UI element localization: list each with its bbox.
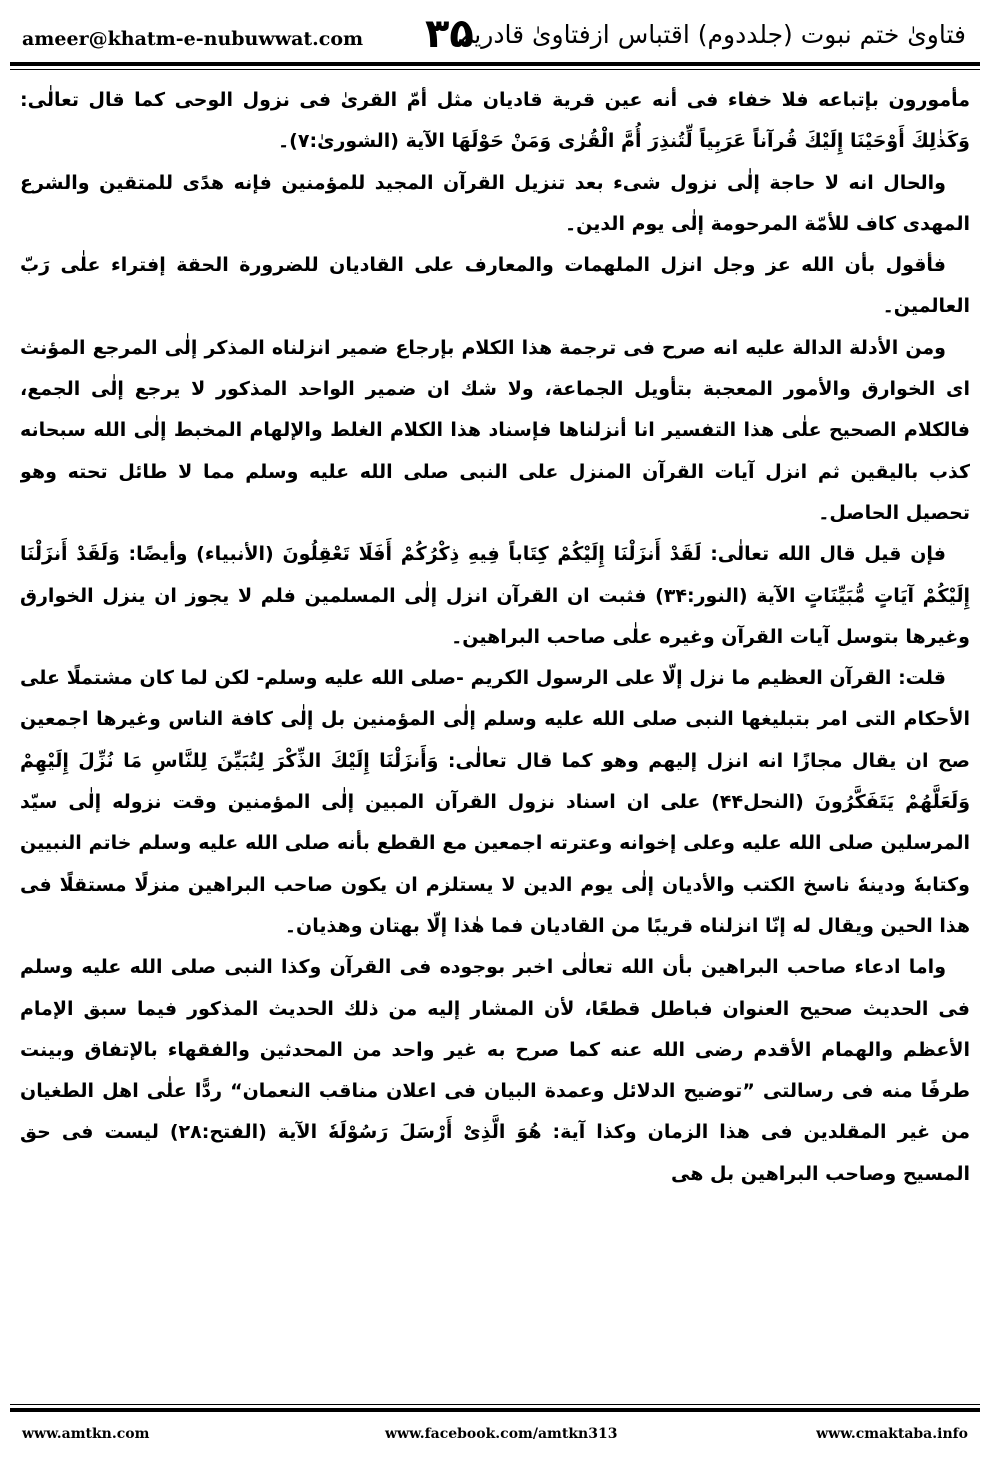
paragraph: واما ادعاء صاحب البراهين بأن الله تعالٰی اخبر بوجوده فی القرآن وكذا النبی صلى الله عليه وسلم فی الحديث صحيح العنوان فباطل قطعًا، لأن المشار إليه من ذلك الحديث المذكور فيما سبق الإمام الأعظم والهمام الأقدم رضی الله عنه كما صرح به غير واحد من المحدثين والفقهاء بالإتفاق وبينت طرفًا منه فی رسالتی ”توضيح الدلائل وعمدة البيان فی اعلان مناقب النعمان“ ردًّا علٰی اهل الطغيان من غير المقلدين فی هذا الزمان وكذا آية: هُوَ الَّذِیْ أَرْسَلَ رَسُوْلَهٗ الآية (الفتح:۲۸) ليست فی حق المسيح وصاحب البراهين بل هی xyxy=(20,956,970,1185)
paragraph: والحال انه لا حاجة إلٰى نزول شیء بعد تنزيل القرآن المجيد للمؤمنين فإنه هدًى للمتقين والشرع المهدی كاف للأمّة المرحومة إلٰى يوم الدين۔ xyxy=(20,171,970,235)
header-email: ameer@khatm-e-nubuwwat.com xyxy=(22,28,364,50)
header-rule-thick xyxy=(10,62,980,66)
footer-rule-thick xyxy=(10,1408,980,1412)
page-header xyxy=(0,0,990,60)
footer-link-facebook[interactable]: www.facebook.com/amtkn313 xyxy=(385,1426,618,1442)
footer-link-cmaktaba[interactable]: www.cmaktaba.info xyxy=(816,1426,968,1442)
footer-link-amtkn[interactable]: www.amtkn.com xyxy=(22,1426,150,1442)
footer-rule-thin xyxy=(10,1404,980,1405)
book-title: فتاویٰ ختم نبوت (جلددوم) اقتباس ازفتاویٰ قادریہ xyxy=(459,20,966,49)
paragraph: فأقول بأن الله عز وجل انزل الملهمات والمعارف على القاديان للضرورة الحقة إفتراء علٰی رَبّ العالمين۔ xyxy=(20,254,970,318)
page-number: ۳۵ xyxy=(425,11,474,57)
header-rule-thin xyxy=(10,69,980,70)
page-body xyxy=(20,80,970,1390)
paragraph: فإن قيل قال الله تعالٰی: لَقَدْ أَنزَلْنَا إِلَيْكُمْ كِتَاباً فِيهِ ذِكْرُكُمْ أَفَلَا تَعْقِلُونَ (الأنبياء) وأيضًا: وَلَقَدْ أَنزَلْنَا إِلَيْكُمْ آيَاتٍ مُّبَيِّنَاتٍ الآية (النور:۳۴) فثبت ان القرآن انزل إلٰى المسلمين فلم لا يجوز ان ينزل الخوارق وغيرها بتوسل آيات القرآن وغيره علٰی صاحب البراهين۔ xyxy=(20,543,970,648)
page-footer xyxy=(0,1420,990,1450)
paragraph: قلت: القرآن العظيم ما نزل إلّا على الرسول الكريم -صلى الله عليه وسلم- لكن لما كان مشتملًا على الأحكام التی امر بتبليغها النبی صلى الله عليه وسلم إلٰى المؤمنين بل إلٰى كافة الناس وغيرها اجمعين صح ان يقال مجازًا انه انزل إليهم وهو كما قال تعالٰی: وَأَنزَلْنَا إِلَيْكَ الذِّكْرَ لِتُبَيِّنَ لِلنَّاسِ مَا نُزِّلَ إِلَيْهِمْ وَلَعَلَّهُمْ يَتَفَكَّرُونَ (النحل۴۴) على ان اسناد نزول القرآن المبين إلٰى المؤمنين وقت نزوله إلٰى سيّد المرسلين صلى الله عليه وعلى إخوانه وعترته اجمعين مع القطع بأنه صلى الله عليه وسلم خاتم النبيين وكتابهٗ ودينهٗ ناسخ الكتب والأديان إلٰی يوم الدين لا يستلزم ان يكون صاحب البراهين منزلًا مستقلًا فی هذا الحين ويقال له إنّا انزلناه قريبًا من القاديان فما هٰذا إلّا بهتان وهذيان۔ xyxy=(20,667,970,937)
paragraph: ومن الأدلة الدالة عليه انه صرح فی ترجمة هذا الكلام بإرجاع ضمير انزلناه المذكر إلٰى المرجع المؤنث ای الخوارق والأمور المعجبة بتأويل الجماعة، ولا شك ان ضمير الواحد المذكور لا يرجع إلٰى الجمع، فالكلام الصحيح علٰی هذا التفسير انا أنزلناها فإسناد هذا الكلام الغلط والإلهام المخبط إلٰى الله سبحانه كذب باليقين ثم انزل آيات القرآن المنزل على النبی صلی الله عليه وسلم مما لا طائل تحته وهو تحصيل الحاصل۔ xyxy=(20,336,970,524)
paragraph: مأمورون بإتباعه فلا خفاء فی أنه عين قرية قاديان مثل أمّ القرىٰ فی نزول الوحی كما قال تعالٰی: وَكَذٰلِكَ أَوْحَيْنَا إِلَيْكَ قُرآناً عَرَبِياً لِّتُنذِرَ أُمَّ الْقُرٰى وَمَنْ حَوْلَهَا الآية (الشوریٰ:۷)۔ xyxy=(20,89,970,153)
